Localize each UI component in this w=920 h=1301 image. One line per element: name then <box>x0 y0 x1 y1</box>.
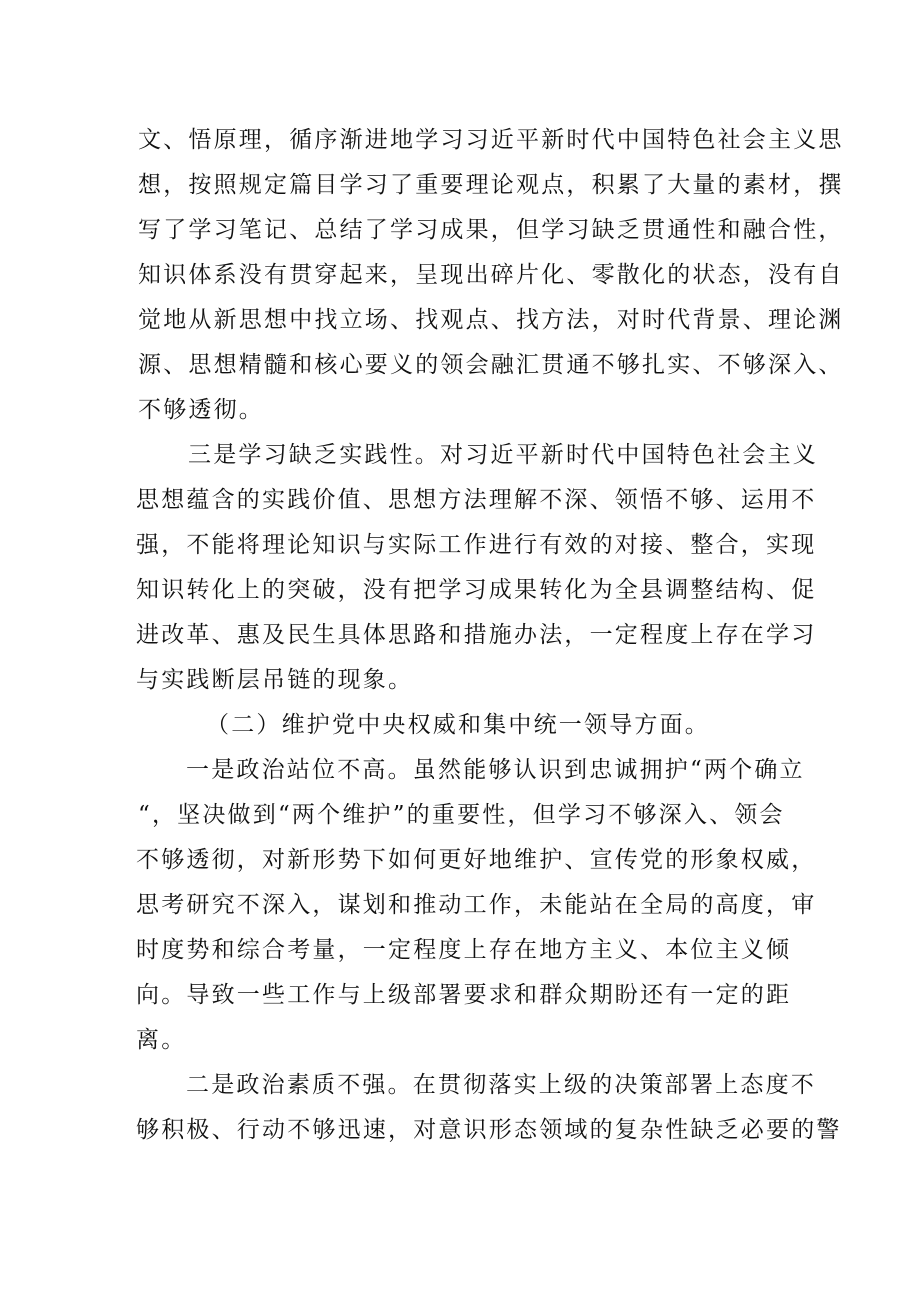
text-line: 二是政治素质不强。在贯彻落实上级的决策部署上态度不 <box>186 1072 816 1098</box>
text-line: 进改革、惠及民生具体思路和措施办法，一定程度上存在学习 <box>136 622 817 648</box>
section-heading: （二）维护党中央权威和集中统一领导方面。 <box>206 712 710 738</box>
text-line: 想，按照规定篇目学习了重要理论观点，积累了大量的素材，撰 <box>138 172 844 198</box>
text-line: “，坚决做到“两个维护”的重要性，但学习不够深入、领会 <box>138 802 785 828</box>
text-line: 强，不能将理论知识与实际工作进行有效的对接、整合，实现 <box>136 532 817 558</box>
text-line: 够积极、行动不够迅速，对意识形态领域的复杂性缺乏必要的警 <box>136 1117 842 1143</box>
text-line: 文、悟原理，循序渐进地学习习近平新时代中国特色社会主义思 <box>138 127 844 153</box>
text-line: 不够透彻，对新形势下如何更好地维护、宣传党的形象权威， <box>136 847 817 873</box>
text-line: 三是学习缺乏实践性。对习近平新时代中国特色社会主义 <box>188 442 818 468</box>
text-line: 知识体系没有贯穿起来，呈现出碎片化、零散化的状态，没有自 <box>138 262 844 288</box>
text-line: 思想蕴含的实践价值、思想方法理解不深、领悟不够、运用不 <box>136 487 817 513</box>
text-line: 不够透彻。 <box>138 397 264 423</box>
text-line: 与实践断层吊链的现象。 <box>136 667 414 693</box>
text-line: 时度势和综合考量，一定程度上存在地方主义、本位主义倾 <box>136 937 792 963</box>
text-line: 思考研究不深入，谋划和推动工作，未能站在全局的高度，审 <box>136 892 817 918</box>
text-line: 觉地从新思想中找立场、找观点、找方法，对时代背景、理论渊 <box>138 307 844 333</box>
text-line: 知识转化上的突破，没有把学习成果转化为全县调整结构、促 <box>136 577 817 603</box>
text-line: 写了学习笔记、总结了学习成果，但学习缺乏贯通性和融合性， <box>138 217 844 243</box>
text-line: 向。导致一些工作与上级部署要求和群众期盼还有一定的距 <box>136 982 792 1008</box>
text-line: 离。 <box>136 1027 187 1053</box>
text-line: 一是政治站位不高。虽然能够认识到忠诚拥护“两个确立 <box>186 757 805 783</box>
text-line: 源、思想精髓和核心要义的领会融汇贯通不够扎实、不够深入、 <box>138 352 844 378</box>
